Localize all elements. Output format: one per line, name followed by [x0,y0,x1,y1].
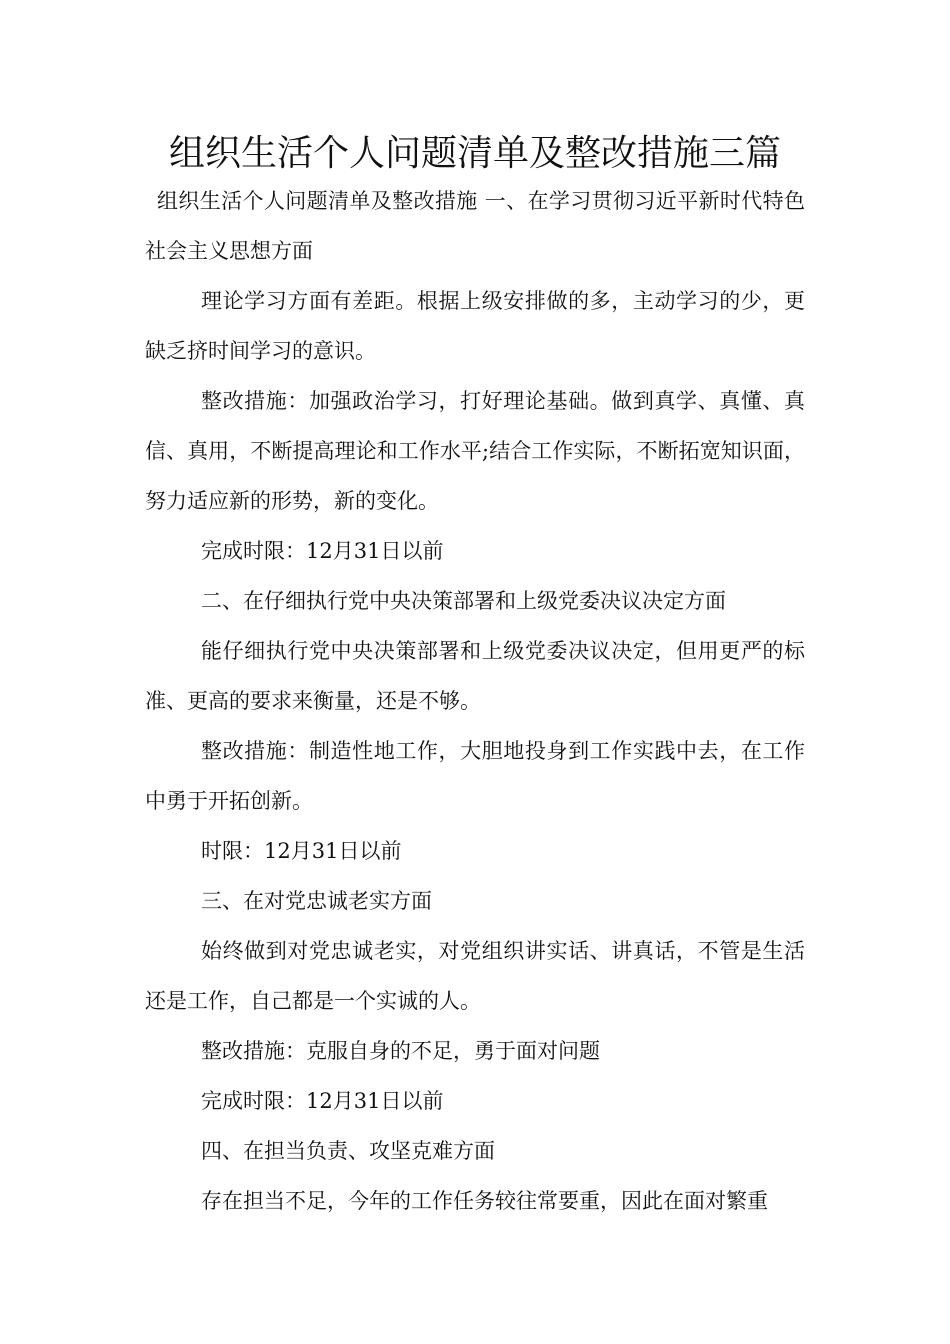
section-heading: 三、在对党忠诚老实方面 [201,889,432,913]
paragraph: 整改措施：加强政治学习，打好理论基础。做到真学、真懂、真信、真用，不断提高理论和工作水平;结合工作实际，不断拓宽知识面，努力适应新的形势，新的变化。 [145,389,805,513]
document-page [145,128,805,1226]
paragraph: 时限：12月31日以前 [201,839,402,863]
document-title: 组织生活个人问题清单及整改措施三篇 [168,133,781,174]
section-heading: 二、在仔细执行党中央决策部署和上级党委决议决定方面 [201,589,726,613]
paragraph: 整改措施：制造性地工作，大胆地投身到工作实践中去，在工作中勇于开拓创新。 [145,739,805,813]
paragraph: 始终做到对党忠诚老实，对党组织讲实话、讲真话，不管是生活还是工作，自己都是一个实诚的人。 [145,939,805,1013]
paragraph: 整改措施：克服自身的不足，勇于面对问题 [201,1039,600,1063]
paragraph: 理论学习方面有差距。根据上级安排做的多，主动学习的少，更缺乏挤时间学习的意识。 [145,289,805,363]
paragraph: 能仔细执行党中央决策部署和上级党委决议决定，但用更严的标准、更高的要求来衡量，还是不够。 [145,639,805,713]
section-heading: 四、在担当负责、攻坚克难方面 [201,1139,495,1163]
paragraph: 存在担当不足，今年的工作任务较往常要重，因此在面对繁重 [201,1189,768,1213]
paragraph: 完成时限：12月31日以前 [201,539,444,563]
paragraph: 完成时限：12月31日以前 [201,1089,444,1113]
paragraph-intro: 组织生活个人问题清单及整改措施 一、在学习贯彻习近平新时代特色社会主义思想方面 [145,189,805,263]
